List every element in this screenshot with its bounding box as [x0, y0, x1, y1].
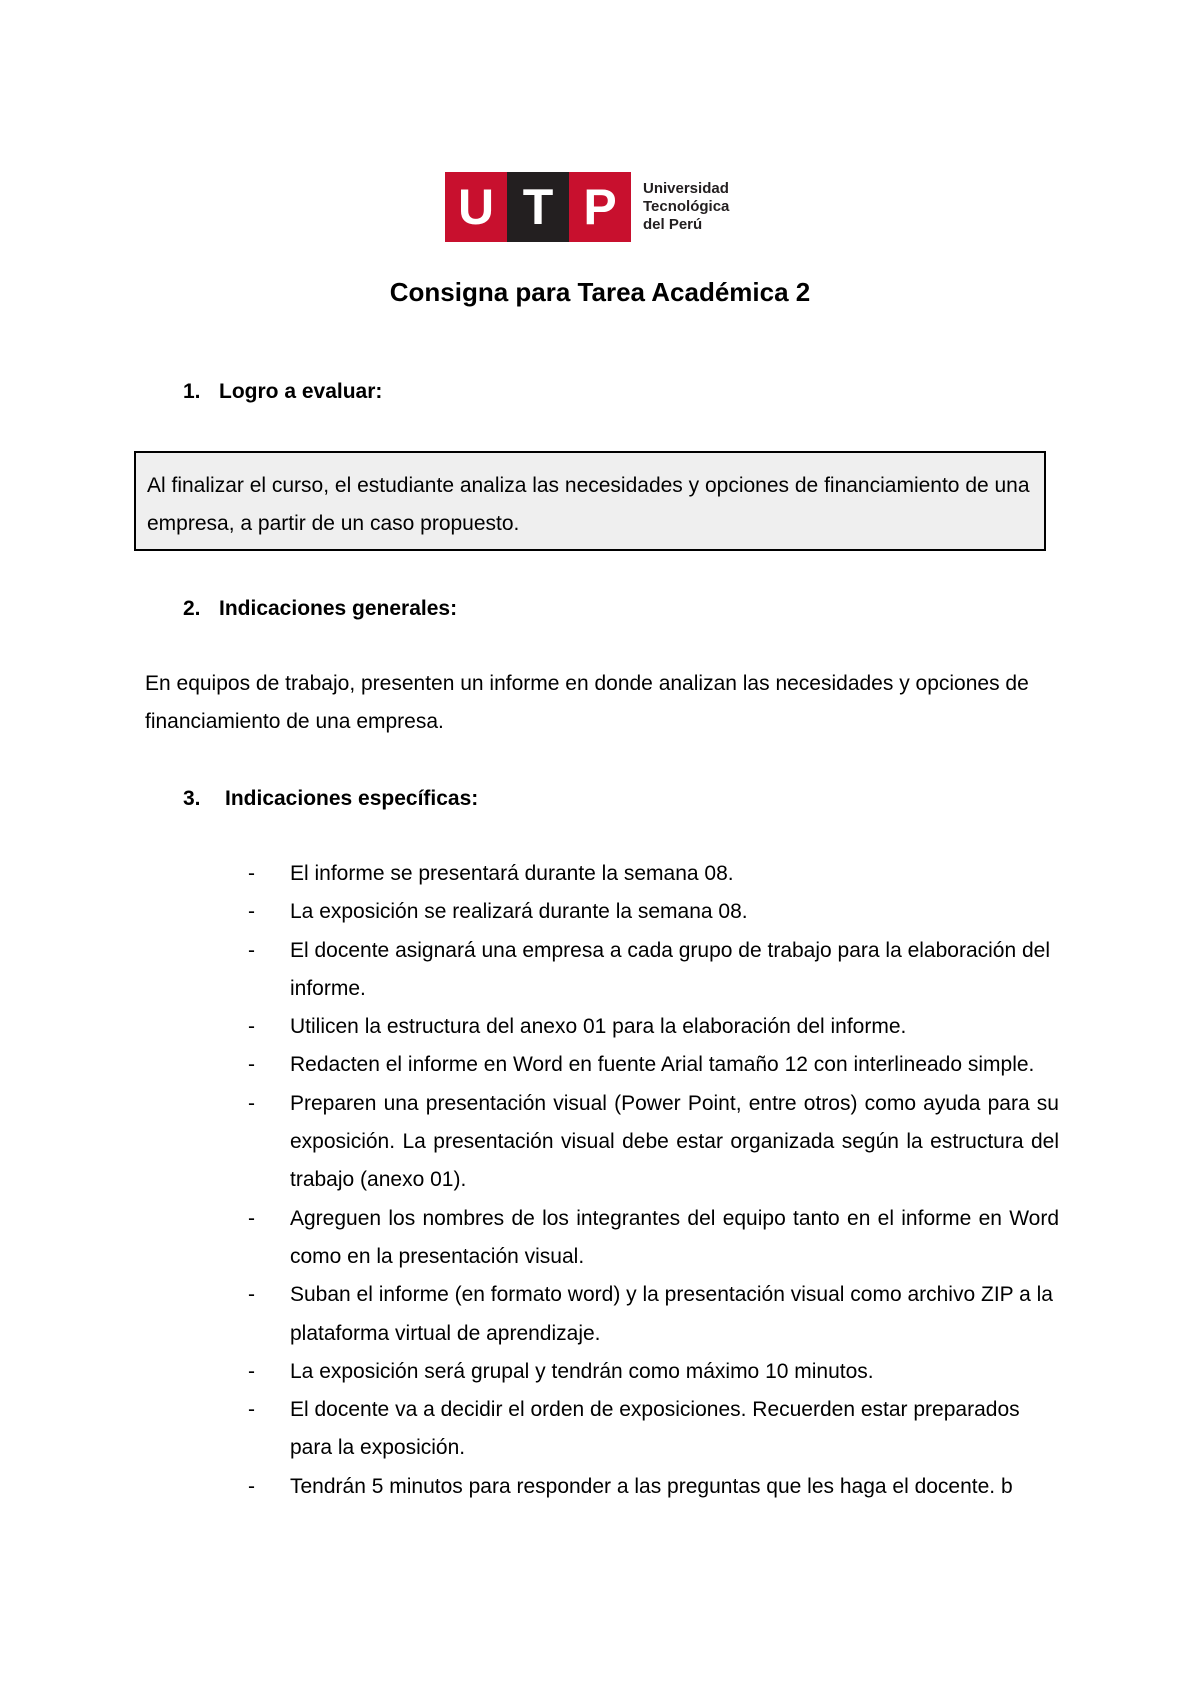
bullet-dash: - [248, 900, 255, 924]
list-item-text: Suban el informe (en formato word) y la presentación visual como archivo ZIP a la plataforma virtual de aprendizaje. [290, 1283, 1053, 1345]
specific-instructions-list [248, 855, 1059, 1506]
general-instructions: En equipos de trabajo, presenten un informe en donde analizan las necesidades y opciones de financiamiento de una empresa. [145, 672, 1029, 733]
bullet-dash: - [248, 938, 255, 962]
logo-letter-p: P [569, 172, 631, 242]
section-1-number: 1. [183, 380, 201, 403]
logo-letter-t: T [507, 172, 569, 242]
list-item [248, 1468, 1059, 1506]
logo-line-1: Universidad [643, 180, 729, 197]
section-3-number: 3. [183, 787, 201, 810]
bullet-dash: - [248, 1091, 255, 1115]
section-2-title: Indicaciones generales: [219, 597, 458, 620]
section-2-number: 2. [183, 597, 201, 620]
list-item [248, 1276, 1059, 1353]
list-item [248, 1008, 1059, 1046]
learning-outcome-box: Al finalizar el curso, el estudiante analiza las necesidades y opciones de financiamiento de una empresa, a partir de un caso propuesto. [134, 451, 1046, 551]
list-item [248, 1200, 1059, 1277]
list-item-text: Utilicen la estructura del anexo 01 para la elaboración del informe. [290, 1015, 907, 1039]
list-item [248, 1085, 1059, 1200]
section-1-title: Logro a evaluar: [219, 380, 383, 403]
list-item-text: Agreguen los nombres de los integrantes del equipo tanto en el informe en Word como en la presentación visual. [290, 1206, 1059, 1268]
list-item-text: El informe se presentará durante la semana 08. [290, 862, 734, 885]
section-3-heading [183, 787, 478, 811]
section-2-heading [183, 597, 457, 621]
logo-letter-u: U [445, 172, 507, 242]
bullet-dash: - [248, 1053, 255, 1077]
logo-line-3: del Perú [643, 216, 703, 233]
section-3-title: Indicaciones específicas: [225, 787, 479, 810]
bullet-dash: - [248, 1015, 255, 1039]
bullet-dash: - [248, 1283, 255, 1307]
bullet-dash: - [248, 1206, 255, 1230]
section-1-heading [183, 380, 382, 404]
list-item-text: La exposición será grupal y tendrán como máximo 10 minutos. [290, 1359, 874, 1383]
logo-line-2: Tecnológica [643, 198, 730, 215]
list-item-text: El docente asignará una empresa a cada grupo de trabajo para la elaboración del informe. [290, 938, 1051, 1000]
page-title: Consigna para Tarea Académica 2 [389, 277, 811, 307]
list-item [248, 893, 1059, 931]
list-item-text: El docente va a decidir el orden de exposiciones. Recuerden estar preparados para la exposición. [290, 1398, 1020, 1460]
list-item-text: Preparen una presentación visual (Power Point, entre otros) como ayuda para su exposición. La presentación visual debe estar organizada según la estructura del trabajo (anexo 01). [290, 1091, 1059, 1192]
utp-logo [445, 172, 729, 242]
list-item [248, 855, 1059, 893]
list-item [248, 1353, 1059, 1391]
bullet-dash: - [248, 1359, 255, 1383]
list-item [248, 932, 1059, 1009]
bullet-dash: - [248, 1474, 255, 1498]
bullet-dash: - [248, 862, 255, 885]
list-item [248, 1391, 1059, 1468]
logo-letters [445, 172, 631, 242]
list-item [248, 1046, 1059, 1084]
logo-wordmark [643, 180, 729, 234]
list-item-text: Tendrán 5 minutos para responder a las preguntas que les haga el docente. b [290, 1474, 1013, 1498]
bullet-dash: - [248, 1398, 255, 1422]
list-item-text: La exposición se realizará durante la semana 08. [290, 900, 748, 924]
list-item-text: Redacten el informe en Word en fuente Arial tamaño 12 con interlineado simple. [290, 1053, 1035, 1077]
